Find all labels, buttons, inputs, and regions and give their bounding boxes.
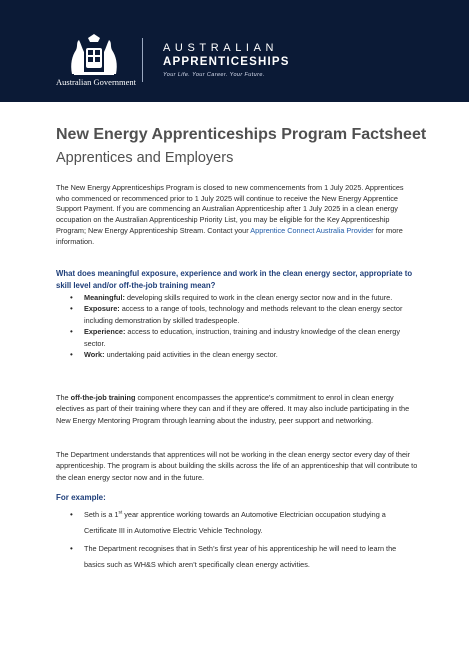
definition-text: undertaking paid activities in the clean energy sector. (104, 350, 278, 360)
off-the-job-paragraph (56, 392, 418, 426)
header-divider (142, 38, 143, 82)
offjob-bold-term: off-the-job training (70, 393, 136, 402)
definition-list (56, 292, 418, 360)
list-item (56, 541, 418, 572)
brand-line-apprenticeships: APPRENTICESHIPS (163, 56, 290, 68)
definition-text: access to a range of tools, technology and methods relevant to the clean energy sector including demonstration by skilled tradespeople. (84, 304, 403, 325)
list-item (56, 292, 418, 303)
coat-of-arms-icon (66, 34, 122, 76)
list-item (56, 507, 418, 538)
intro-paragraph (56, 183, 416, 247)
example-text-before-sup: Seth is a 1 (84, 510, 119, 519)
example-list (56, 507, 418, 575)
header-banner (0, 0, 469, 102)
question-heading: What does meaningful exposure, experience and work in the clean energy sector, appropriate to skill level and/or off-the-job training mean? (56, 269, 413, 290)
page-subtitle: Apprentices and Employers (56, 150, 234, 166)
list-item (56, 303, 418, 326)
example-text: The Department recognises that in Seth’s first year of his apprenticeship he will need to learn the basics such as WH&S which aren’t specifically clean energy activities. (84, 544, 397, 569)
offjob-text-before: The (56, 393, 71, 402)
ordinal-suffix: st (118, 510, 123, 516)
list-item (56, 326, 418, 349)
definition-term: Exposure: (84, 304, 120, 314)
department-paragraph: The Department understands that apprentices will not be working in the clean energy sector every day of their apprenticeship. The program is about building the skills across the life of an apprenticeship that will contribute to the clean energy sector now and in the future. (56, 450, 418, 482)
government-label: Australian Government (56, 77, 137, 87)
definition-term: Experience: (84, 327, 126, 337)
intro-text-before-link: The New Energy Apprenticeships Program is closed to new commencements from 1 July 2025. Apprentices who commenced or recommenced prior to 1 July 2025 will continue to receive the New Energy Apprentice Support Payment. If you are commencing an Australian Apprenticeship after 1 July 2025 in a clean energy occupation on the Australian Apprenticeship Priority List, you may be eligible for the Key Apprenticeship Program; New Energy Apprenticeship Stream. Contact your (56, 183, 404, 235)
list-item (56, 349, 418, 360)
definition-text: access to education, instruction, training and industry knowledge of the clean energy sector. (84, 327, 400, 348)
offjob-text-after: component encompasses the apprentice’s commitment to enrol in clean energy electives as part of their training where they can and if they are offered. It may also include participating in the New Energy Mentoring Program through learning about the industry, peer support and networking. (56, 393, 410, 425)
example-text-after-sup: year apprentice working towards an Automotive Electrician occupation studying a Certificate III in Automotive Electric Vehicle Technology. (84, 510, 386, 535)
definition-text: developing skills required to work in the clean energy sector now and in the future. (124, 293, 393, 302)
example-heading: For example: (56, 493, 106, 502)
definition-term: Meaningful: (84, 293, 125, 302)
intro-text-after-link: for more information. (56, 225, 403, 246)
page-title: New Energy Apprenticeships Program Factsheet (56, 126, 427, 143)
apprentice-connect-provider-link[interactable]: Apprentice Connect Australia Provider (250, 225, 374, 235)
brand-line-australian: AUSTRALIAN (163, 42, 279, 54)
brand-tagline: Your Life. Your Career. Your Future. (163, 72, 265, 78)
definition-term: Work: (84, 350, 105, 360)
